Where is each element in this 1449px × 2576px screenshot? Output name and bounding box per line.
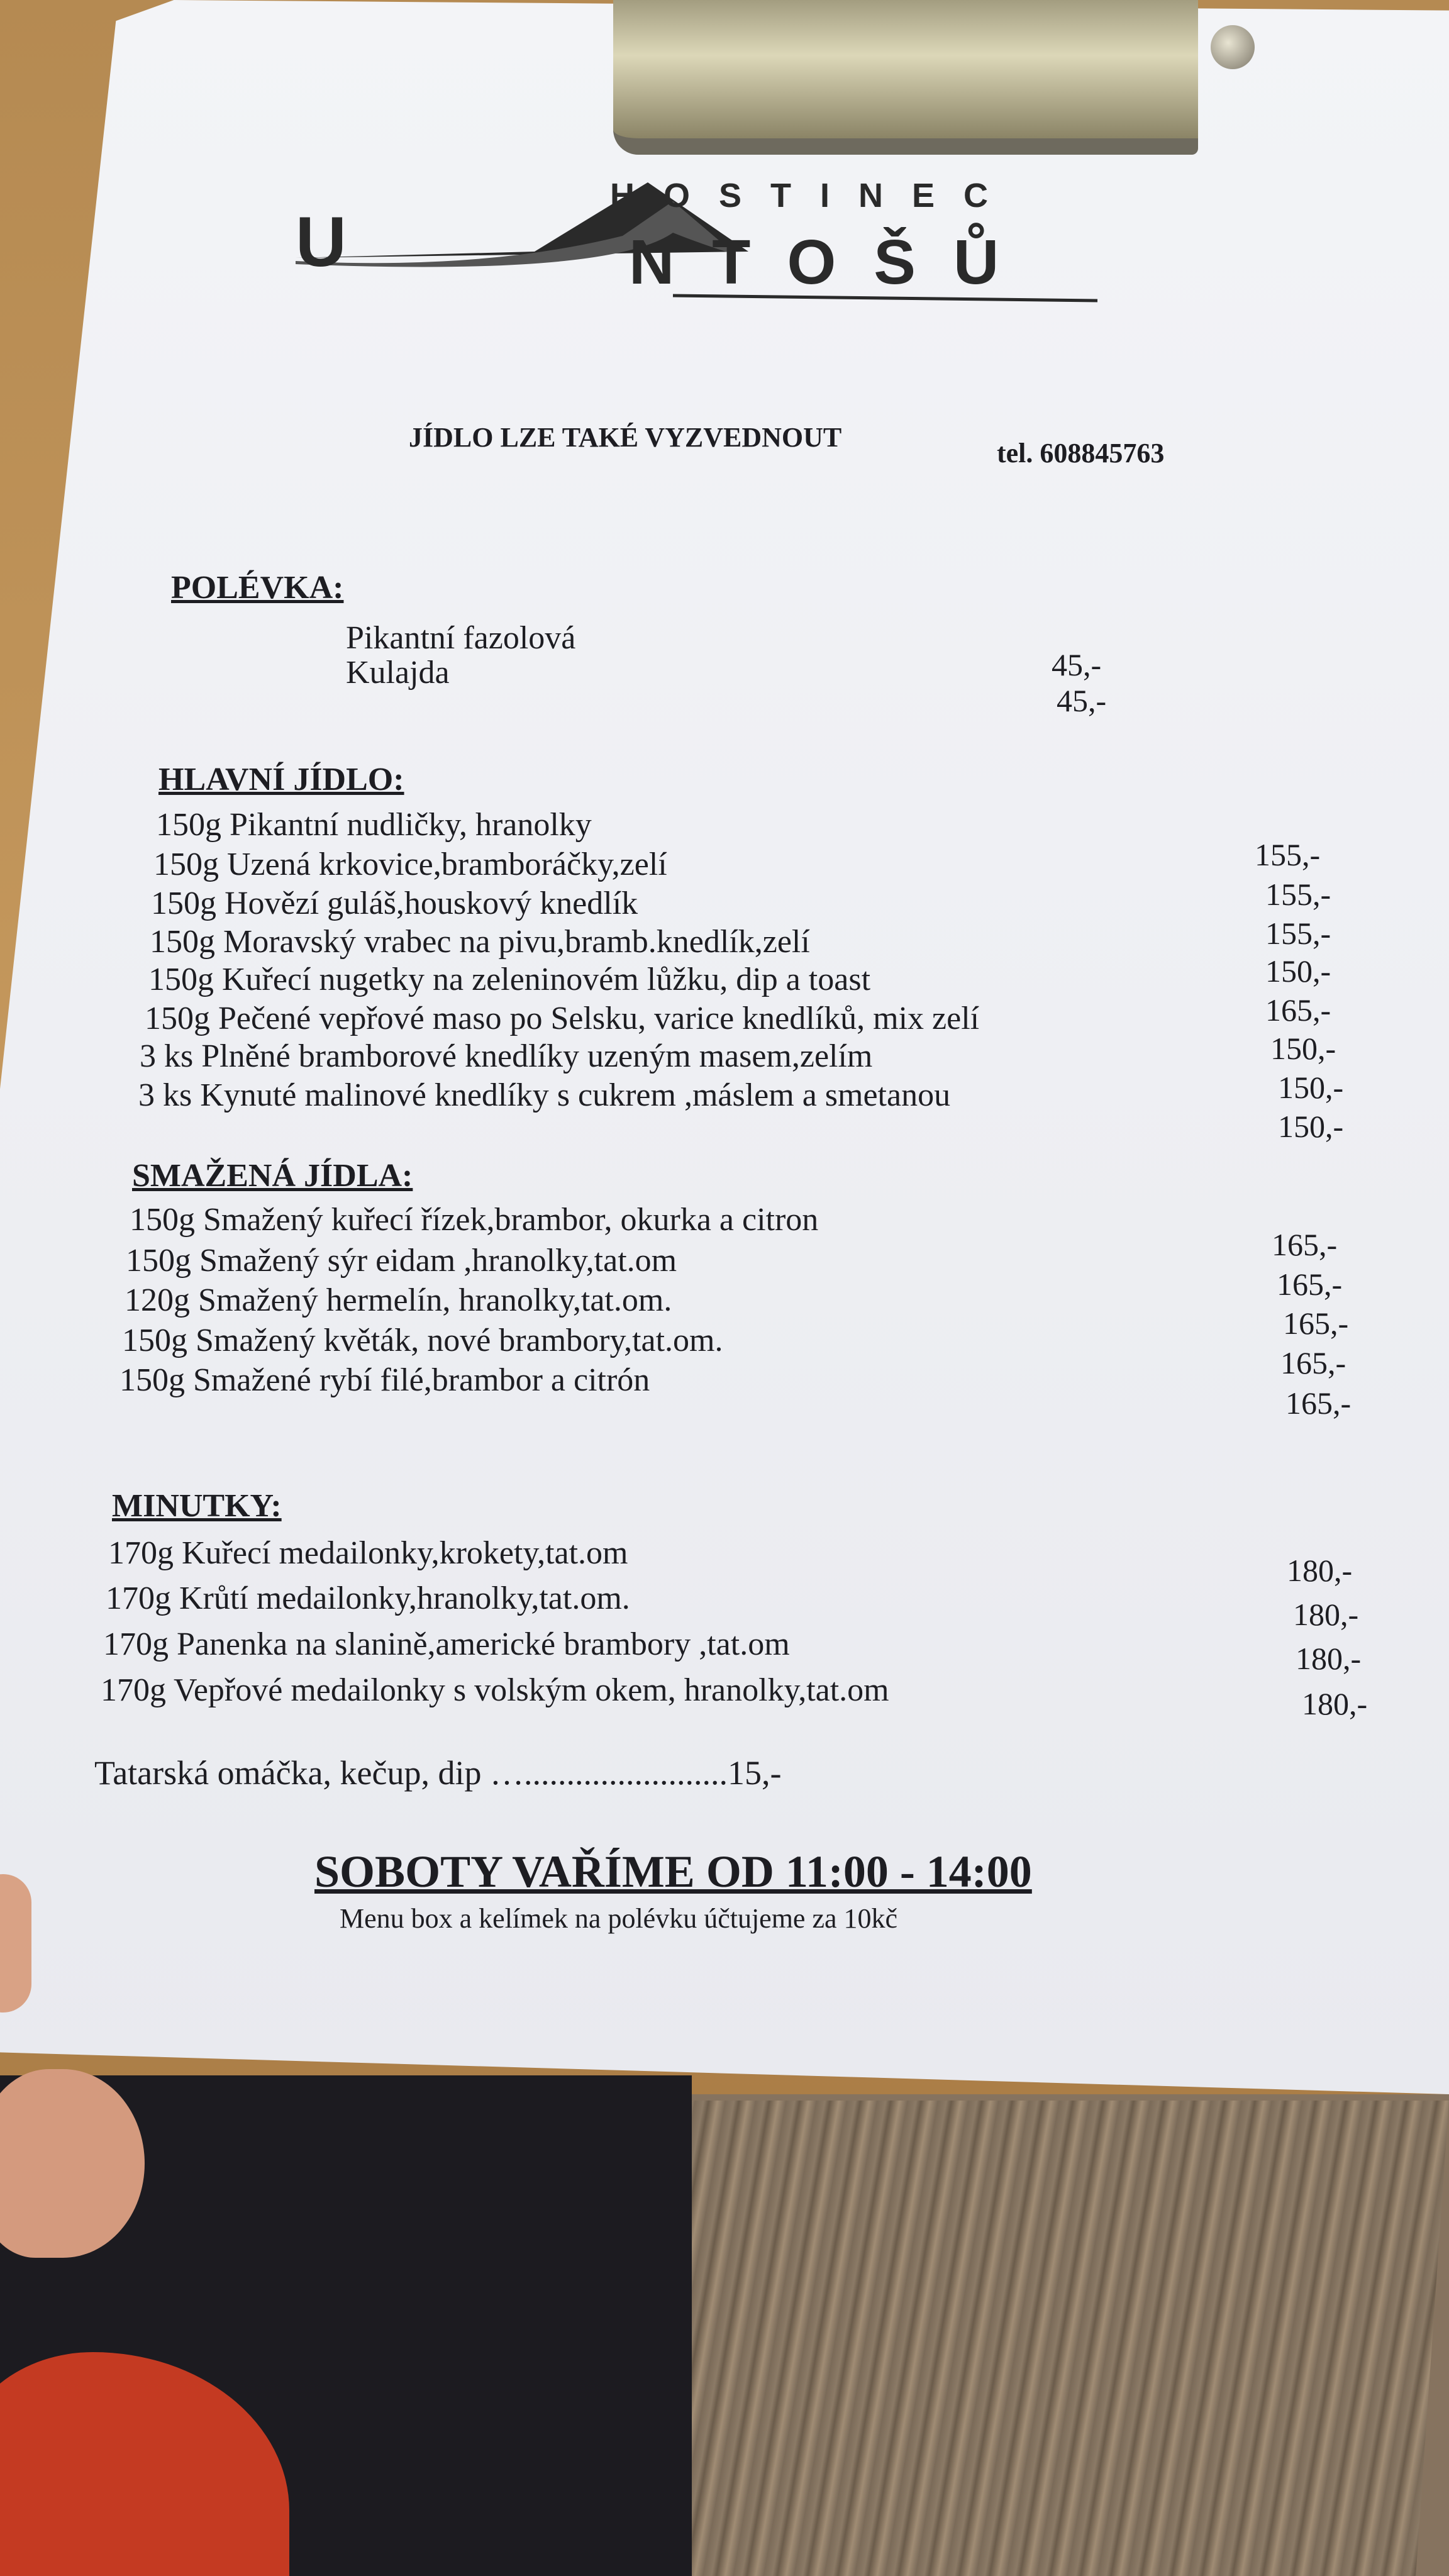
menu-item-name: 150g Pečené vepřové maso po Selsku, varice knedlíků, mix zelí (145, 1001, 980, 1036)
menu-item-price: 45,- (1057, 683, 1107, 718)
menu-item-price: 150,- (1270, 1031, 1336, 1066)
menu-item-price: 180,- (1287, 1553, 1353, 1588)
menu-item-price: 165,- (1272, 1227, 1338, 1262)
menu-item-price: 165,- (1265, 992, 1331, 1028)
menu-item-price: 150,- (1265, 953, 1331, 989)
menu-item-name: Kulajda (346, 655, 450, 691)
menu-item-price: 150,- (1278, 1070, 1344, 1105)
menu-item-name: 150g Uzená krkovice,bramboráčky,zelí (153, 847, 667, 882)
menu-item-name: 170g Krůtí medailonky,hranolky,tat.om. (106, 1580, 630, 1616)
menu-item-name: 150g Smažený kuřecí řízek,brambor, okurka a citron (130, 1202, 819, 1238)
phone-number: tel. 608845763 (997, 438, 1165, 469)
menu-item-price: 165,- (1285, 1385, 1352, 1421)
menu-item-name: 150g Kuřecí nugetky na zeleninovém lůžku, dip a toast (148, 962, 871, 997)
menu-item-name: 150g Smažený sýr eidam ,hranolky,tat.om (126, 1243, 677, 1279)
pickup-notice: JÍDLO LZE TAKÉ VYZVEDNOUT (409, 422, 842, 453)
menu-item-price: 150,- (1278, 1109, 1344, 1144)
menu-item-name: 3 ks Kynuté malinové knedlíky s cukrem ,máslem a smetanou (138, 1077, 951, 1113)
logo-hostinec: HOSTINEC (610, 177, 1018, 214)
restaurant-logo (296, 176, 1113, 314)
wood-grain (570, 2101, 1449, 2576)
menu-item-price: 165,- (1283, 1306, 1349, 1341)
section-heading-soups: POLÉVKA: (171, 570, 344, 606)
menu-item-price: 180,- (1296, 1641, 1362, 1676)
menu-item-name: 3 ks Plněné bramborové knedlíky uzeným masem,zelím (140, 1038, 873, 1074)
menu-item-price: 180,- (1302, 1686, 1368, 1721)
packaging-note: Menu box a kelímek na polévku účtujeme za 10kč (340, 1903, 898, 1934)
menu-item-price: 155,- (1265, 877, 1331, 912)
menu-item-price: 45,- (1052, 647, 1102, 682)
section-heading-fried: SMAŽENÁ JÍDLA: (132, 1158, 413, 1194)
menu-item-name: 150g Smažený květák, nové brambory,tat.om. (122, 1323, 723, 1358)
section-heading-minutes: MINUTKY: (112, 1488, 282, 1524)
logo-letter-u: U (296, 203, 347, 281)
menu-item-price: 165,- (1277, 1267, 1343, 1302)
menu-item-name: 170g Vepřové medailonky s volským okem, hranolky,tat.om (101, 1672, 889, 1708)
menu-item-name: 150g Pikantní nudličky, hranolky (156, 807, 592, 843)
menu-item-price: 155,- (1265, 916, 1331, 951)
menu-item-name: 150g Hovězí guláš,houskový knedlík (151, 886, 638, 921)
menu-item-name: 150g Smažené rybí filé,brambor a citrón (119, 1362, 650, 1398)
menu-item-price: 155,- (1255, 837, 1321, 872)
sauces-line: Tatarská omáčka, kečup, dip …........................15,- (94, 1754, 782, 1792)
menu-item-name: 120g Smažený hermelín, hranolky,tat.om. (125, 1282, 672, 1318)
menu-item-name: 150g Moravský vrabec na pivu,bramb.knedlík,zelí (150, 924, 810, 960)
menu-item-name: Pikantní fazolová (346, 620, 576, 656)
saturday-hours: SOBOTY VAŘÍME OD 11:00 - 14:00 (314, 1846, 1032, 1897)
section-heading-main: HLAVNÍ JÍDLO: (158, 762, 404, 797)
menu-item-name: 170g Panenka na slanině,americké brambory ,tat.om (103, 1626, 790, 1662)
menu-item-name: 170g Kuřecí medailonky,krokety,tat.om (108, 1535, 628, 1571)
menu-item-price: 180,- (1293, 1597, 1359, 1632)
menu-item-price: 165,- (1280, 1345, 1346, 1380)
logo-antosu: NTOŠŮ (629, 227, 1037, 297)
